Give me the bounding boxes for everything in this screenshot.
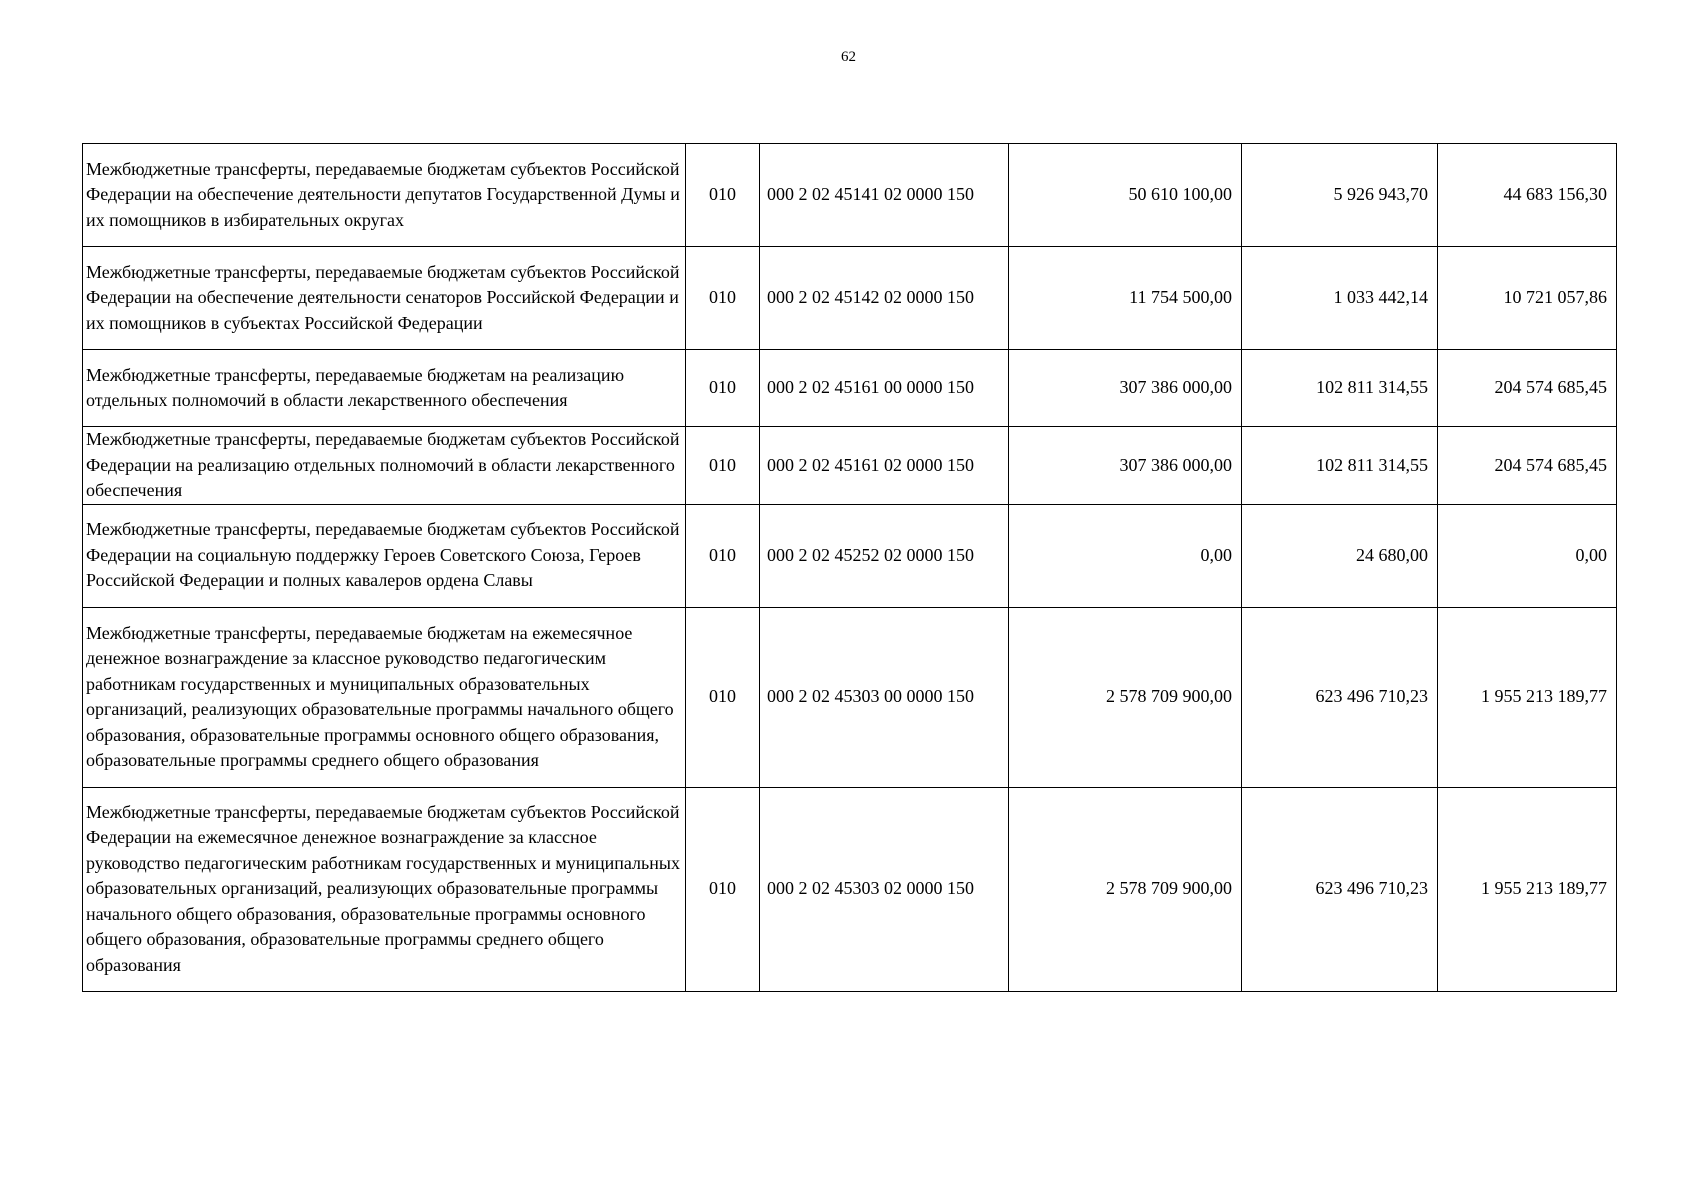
- row-budget-code: 000 2 02 45161 02 0000 150: [760, 427, 1009, 505]
- row-line-code: 010: [686, 427, 760, 505]
- row-line-code: 010: [686, 504, 760, 607]
- row-line-code: 010: [686, 144, 760, 247]
- row-line-code: 010: [686, 787, 760, 991]
- row-unexecuted-amount: 204 574 685,45: [1438, 350, 1617, 427]
- row-budget-code: 000 2 02 45303 00 0000 150: [760, 607, 1009, 787]
- row-unexecuted-amount: 1 955 213 189,77: [1438, 787, 1617, 991]
- row-description: Межбюджетные трансферты, передаваемые бюджетам на ежемесячное денежное вознаграждение за классное руководство педагогическим работникам государственных и муниципальных образовательных организаций, реализующих образовательные программы начального общего образования, образовательные программы основного общего образования, образовательные программы среднего общего образования: [83, 607, 686, 787]
- row-approved-amount: 2 578 709 900,00: [1009, 787, 1242, 991]
- row-unexecuted-amount: 0,00: [1438, 504, 1617, 607]
- table-row: [83, 787, 1617, 991]
- row-executed-amount: 623 496 710,23: [1242, 607, 1438, 787]
- row-line-code: 010: [686, 247, 760, 350]
- row-executed-amount: 5 926 943,70: [1242, 144, 1438, 247]
- row-approved-amount: 2 578 709 900,00: [1009, 607, 1242, 787]
- budget-execution-table: [82, 143, 1617, 992]
- row-description: Межбюджетные трансферты, передаваемые бюджетам субъектов Российской Федерации на ежемесячное денежное вознаграждение за классное руководство педагогическим работникам государственных и муниципальных образовательных организаций, реализующих образовательные программы начального общего образования, образовательные программы основного общего образования, образовательные программы среднего общего образования: [83, 787, 686, 991]
- row-budget-code: 000 2 02 45161 00 0000 150: [760, 350, 1009, 427]
- row-description: Межбюджетные трансферты, передаваемые бюджетам субъектов Российской Федерации на обеспечение деятельности депутатов Государственной Думы и их помощников в избирательных округах: [83, 144, 686, 247]
- row-approved-amount: 307 386 000,00: [1009, 350, 1242, 427]
- table-row: [83, 504, 1617, 607]
- row-executed-amount: 24 680,00: [1242, 504, 1438, 607]
- row-approved-amount: 0,00: [1009, 504, 1242, 607]
- row-description: Межбюджетные трансферты, передаваемые бюджетам субъектов Российской Федерации на социальную поддержку Героев Советского Союза, Героев Российской Федерации и полных кавалеров ордена Славы: [83, 504, 686, 607]
- row-line-code: 010: [686, 607, 760, 787]
- row-budget-code: 000 2 02 45142 02 0000 150: [760, 247, 1009, 350]
- table-row: [83, 350, 1617, 427]
- row-unexecuted-amount: 1 955 213 189,77: [1438, 607, 1617, 787]
- row-budget-code: 000 2 02 45252 02 0000 150: [760, 504, 1009, 607]
- row-executed-amount: 102 811 314,55: [1242, 427, 1438, 505]
- row-unexecuted-amount: 10 721 057,86: [1438, 247, 1617, 350]
- row-description: Межбюджетные трансферты, передаваемые бюджетам субъектов Российской Федерации на реализацию отдельных полномочий в области лекарственного обеспечения: [83, 427, 686, 505]
- row-approved-amount: 307 386 000,00: [1009, 427, 1242, 505]
- row-approved-amount: 50 610 100,00: [1009, 144, 1242, 247]
- table-row: [83, 607, 1617, 787]
- row-approved-amount: 11 754 500,00: [1009, 247, 1242, 350]
- table-row: [83, 247, 1617, 350]
- row-budget-code: 000 2 02 45303 02 0000 150: [760, 787, 1009, 991]
- row-line-code: 010: [686, 350, 760, 427]
- row-unexecuted-amount: 204 574 685,45: [1438, 427, 1617, 505]
- row-unexecuted-amount: 44 683 156,30: [1438, 144, 1617, 247]
- row-budget-code: 000 2 02 45141 02 0000 150: [760, 144, 1009, 247]
- row-description: Межбюджетные трансферты, передаваемые бюджетам субъектов Российской Федерации на обеспечение деятельности сенаторов Российской Федерации и их помощников в субъектах Российской Федерации: [83, 247, 686, 350]
- table-row: [83, 144, 1617, 247]
- row-executed-amount: 623 496 710,23: [1242, 787, 1438, 991]
- row-description: Межбюджетные трансферты, передаваемые бюджетам на реализацию отдельных полномочий в области лекарственного обеспечения: [83, 350, 686, 427]
- row-executed-amount: 102 811 314,55: [1242, 350, 1438, 427]
- row-executed-amount: 1 033 442,14: [1242, 247, 1438, 350]
- page-number: 62: [841, 49, 856, 65]
- table-row: [83, 427, 1617, 505]
